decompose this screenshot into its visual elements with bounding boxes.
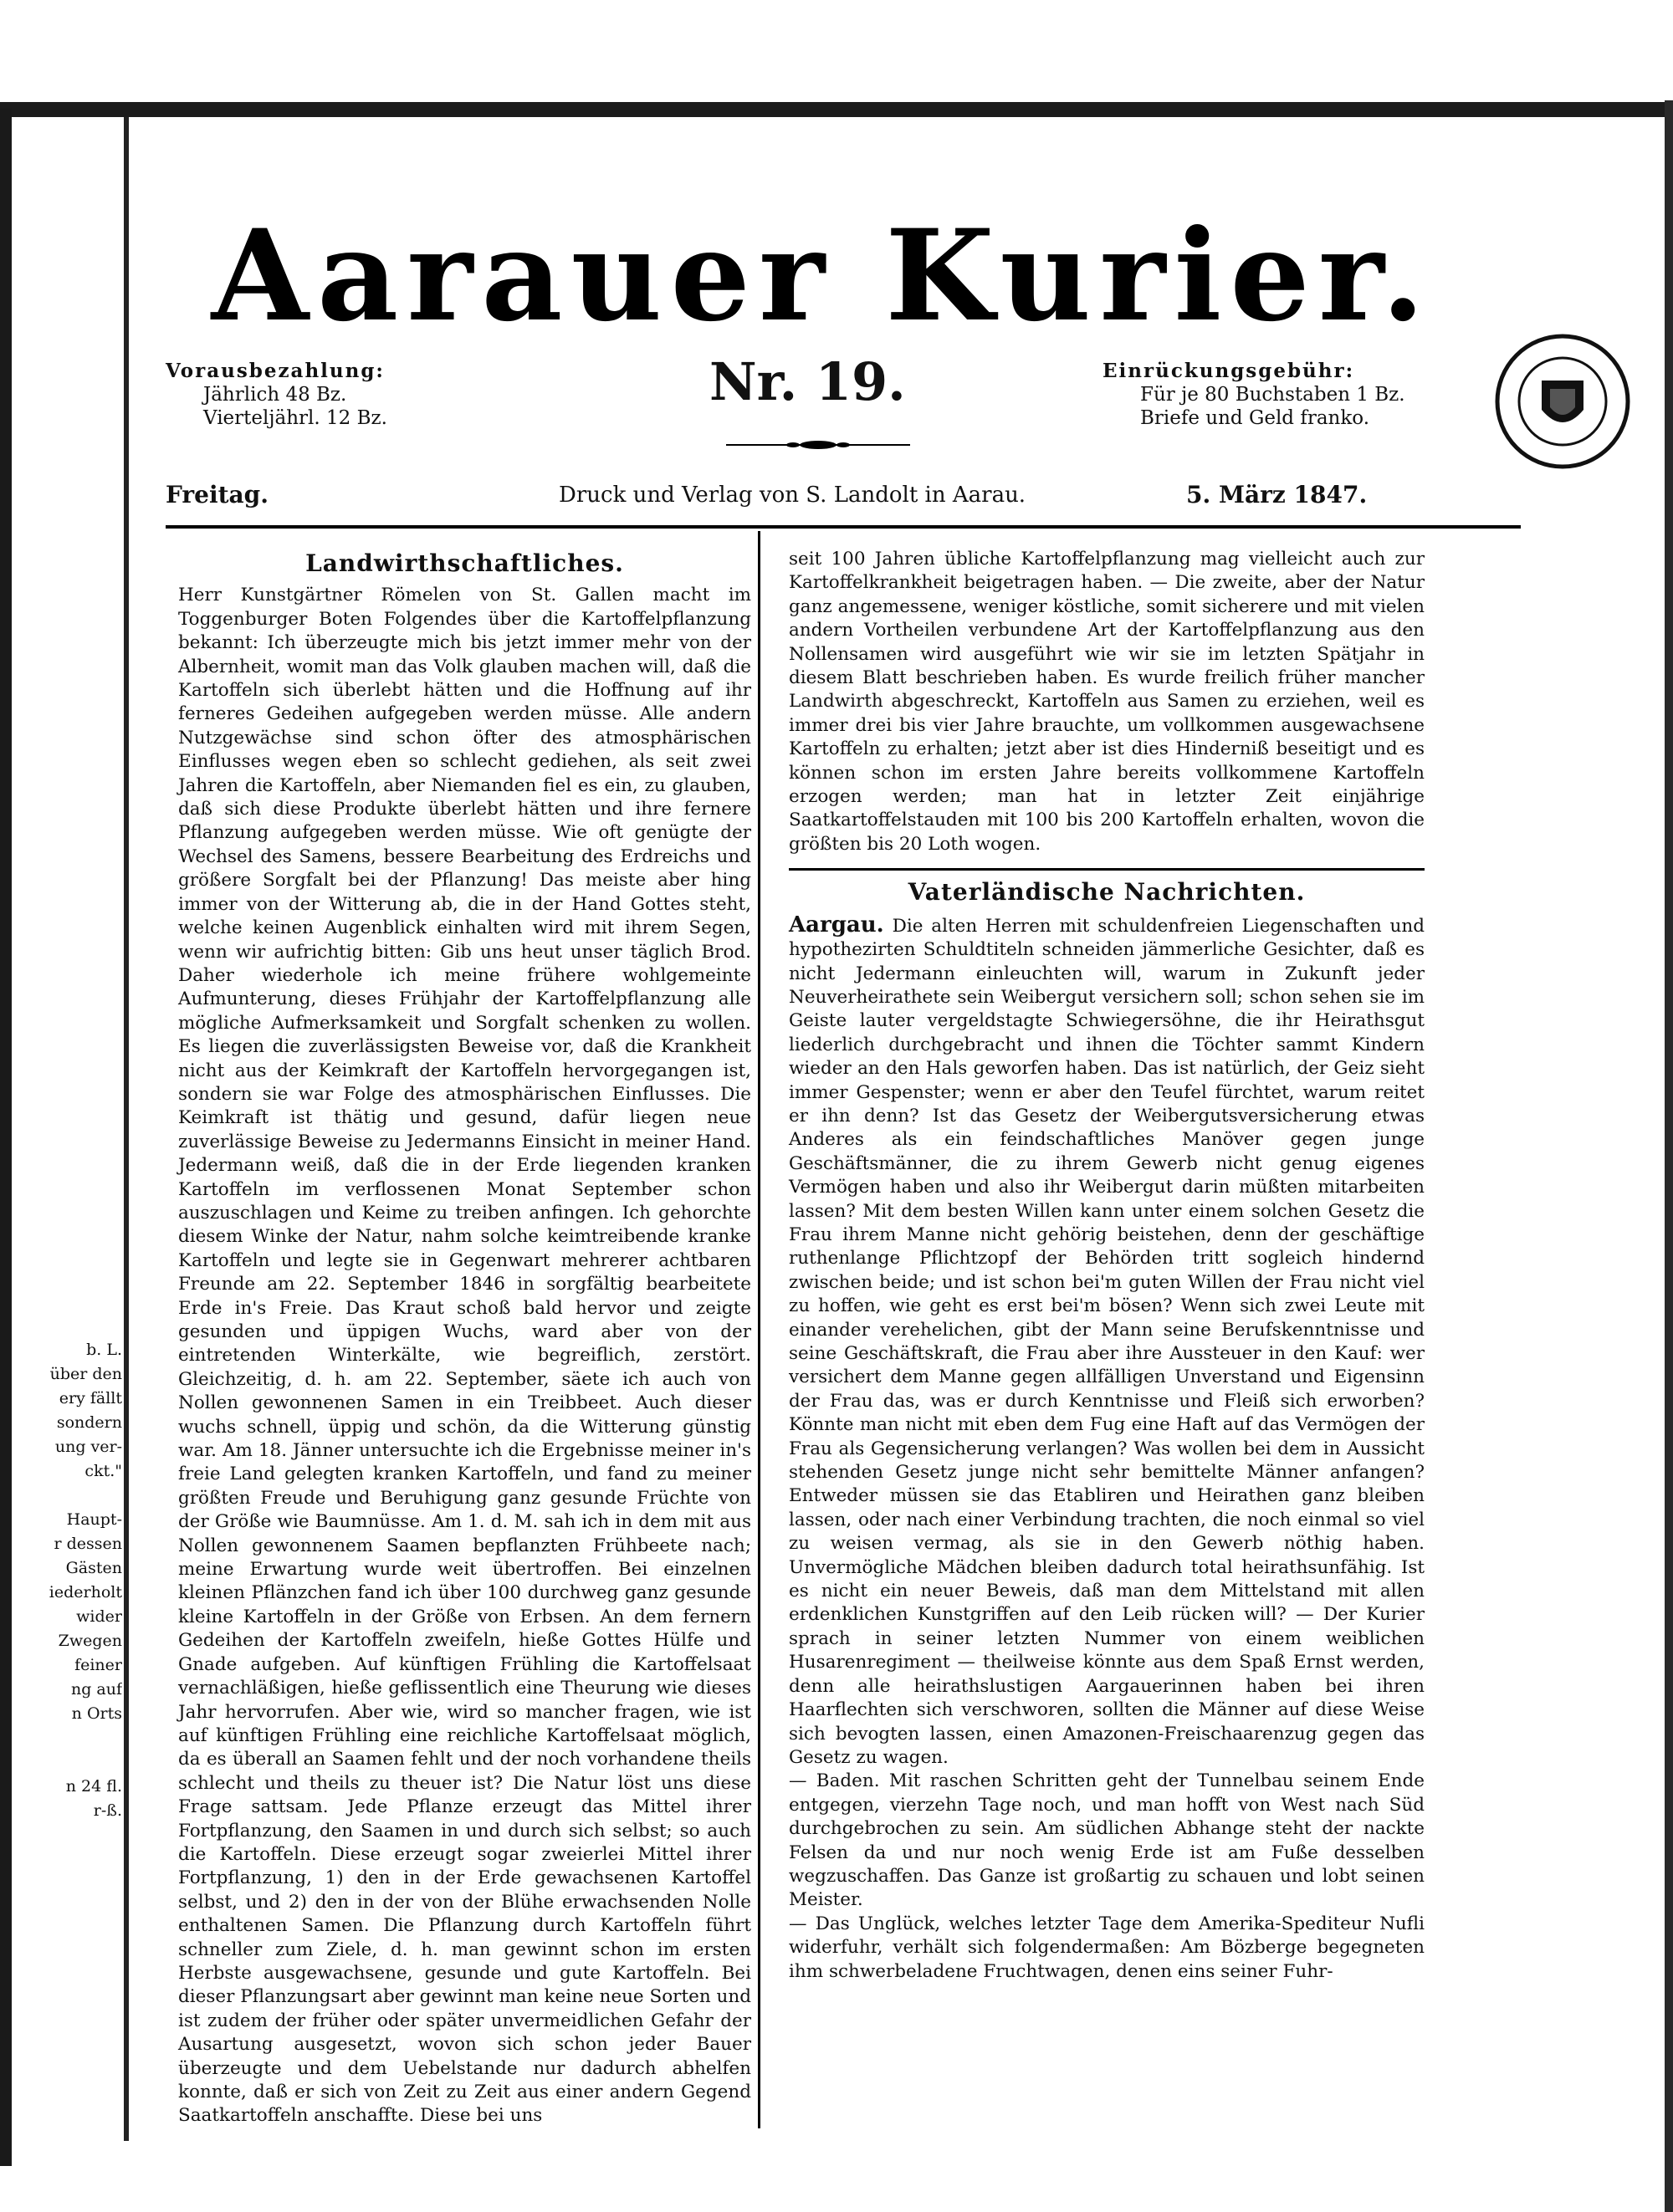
fragment-line: b. L. — [86, 1341, 122, 1359]
page-spine — [124, 117, 129, 2141]
right-column — [789, 548, 1425, 1984]
newspaper-page — [132, 138, 1663, 2162]
insertion-rate: Für je 80 Buchstaben 1 Bz. — [1140, 384, 1405, 406]
scan-shadow-top — [0, 102, 1673, 117]
weekday: Freitag. — [166, 481, 269, 508]
previous-page-fragment — [12, 1338, 122, 1823]
subscription-yearly: Jährlich 48 Bz. — [203, 384, 347, 406]
fragment-line: wider — [76, 1607, 122, 1626]
fragment-line — [12, 1484, 122, 1508]
fragment-line: Haupt- — [66, 1510, 122, 1529]
insertion-fee-info — [1103, 360, 1405, 430]
baden-article: — Baden. Mit raschen Schritten geht der Tunnelbau seinem Ende entgegen, vierzehn Tage noch, und man hofft von West nach Süd durchgebrochen zu sein. Am südlichen Abhange steht der nackte Felsen da und nur noch wenig Erde ist am Fuße desselben wegzuschaffen. Das Ganze ist großartig zu schauen und lobt seinen Meister. — [789, 1770, 1425, 1911]
fragment-line: n Orts — [71, 1704, 122, 1723]
column-divider — [758, 531, 760, 2128]
masthead-title: Aarauer Kurier. — [211, 202, 1434, 350]
library-stamp-icon — [1491, 330, 1634, 473]
issue-number: Nr. 19. — [709, 351, 906, 412]
fragment-line: n 24 fl. — [65, 1777, 122, 1796]
accident-article: — Das Unglück, welches letzter Tage dem Amerika-Spediteur Nufli widerfuhr, verhält sich folgendermaßen: Am Bözberge begegneten ihm schwerbeladene Fruchtwagen, denen eins seiner Fuhr- — [789, 1913, 1425, 1982]
subscription-info — [166, 360, 387, 430]
aargau-text: Die alten Herren mit schuldenfreien Liegenschaften und hypothezirten Schuldtiteln schneiden jämmerliche Gesichter, daß es nicht Jedermann einleuchten will, warum in Zukunft jeder Neuverheirathete sein Weibergut versichern soll; schon sehen sie im Geiste lauter vergeldstagte Schwiegersöhne, die ihr Heirathsgut liederlich durchgebracht und ihnen die Töchter sammt Kindern wieder an den Hals geworfen haben. Das ist natürlich, der Geiz sieht immer Gespenster; wenn er aber den Teufel fürchtet, warum reitet er ihn denn? Ist das Gesetz der Weibergutsversicherung etwas Anderes als ein feindschaftliches Manöver gegen junge Geschäftsmänner, die zu ihrem Gewerb nicht genug eigenes Vermögen haben und also ihr Weibergut darin müßten mitarbeiten lassen? Mit dem besten Willen kann unter einem solchen Gesetz die Frau ihrem Manne nicht gehörig beistehen, denn der geschäftige ruthenlange Pflichtzopf der Behörden tritt sogleich hindernd zwischen beide; und ist schon bei'm guten Willen der Frau nicht viel zu hoffen, wie geht es erst bei'm bösen? Wenn sich zwei Leute mit einander verehelichen, gibt der Mann seine Berufskenntnisse und seine Geschäftskraft, die Frau aber ihre Aussteuer in den Kauf: wer versichert dem Manne gegen allfälligen Unverstand und Eigensinn der Frau das, was er durch Kenntnisse und Fleiß sich erworben? Könnte man nicht mit eben dem Fug eine Haft auf das Vermögen der Frau als Gegensicherung verlangen? Was wollen bei dem in Aussicht stehenden Gesetz junge nicht sehr bemittelte Männer anfangen? Entweder müssen sie das Etabliren und Heirathen ganz bleiben lassen, oder nach einer Verbindung trachten, die noch einmal so viel zu weisen vermag, als sie in den Gewerb nöthig haben. Unvermögliche Mädchen bleiben dadurch total heirathsunfähig. Ist es nicht ein neuer Beweis, daß man dem Mittelstand mit allen erdenklichen Kunstgriffen auf den Leib rücken will? — Der Kurier sprach in seiner letzten Nummer von einem weiblichen Husarenregiment — theilweise könnte aus dem Spaß Ernst werden, denn alle heirathslustigen Aargauerinnen haben bei ihren Haarflechten sich verschworen, sollten die Männer auf diese Weise sich bevogten lassen, einen Amazonen-Freischaarenzug gegen das Gesetz zu wagen. — [789, 915, 1425, 1768]
fragment-line: sondern — [56, 1413, 122, 1432]
subscription-label: Vorausbezahlung: — [166, 360, 385, 382]
fragment-line: ng auf — [70, 1680, 122, 1699]
issue-date: 5. März 1847. — [1186, 481, 1368, 508]
left-column — [178, 549, 751, 2128]
masthead-rule — [166, 525, 1521, 529]
scan-shadow-right — [1665, 100, 1673, 2212]
fragment-line — [12, 1750, 122, 1775]
agriculture-article-continued: seit 100 Jahren übliche Kartoffelpflanzung mag vielleicht auch zur Kartoffelkrankheit beigetragen haben. — Die zweite, aber der Natur ganz angemessene, weniger köstliche, somit sicherere und mit vielen andern Vortheilen verbundene Art der Kartoffelpflanzung aus den Nollensamen wird ausgeführt wie wir sie im letzten Spätjahr in diesem Blatt beschrieben haben. Es wurde freilich früher mancher Landwirth abgeschreckt, Kartoffeln aus Samen zu erziehen, weil es immer drei bis vier Jahre brauchte, um vollkommen ausgewachsene Kartoffeln zu erhalten; jetzt aber ist dies Hinderniß beseitigt und es können schon im ersten Jahre bereits vollkommene Kartoffeln erzogen werden; man hat in letzter Zeit einjährige Saatkartoffelstauden mit 100 bis 200 Kartoffeln erhalten, wovon die größten bis 20 Loth wogen. — [789, 549, 1425, 855]
scan-shadow-left — [0, 109, 12, 2166]
subscription-quarterly: Vierteljährl. 12 Bz. — [203, 407, 387, 429]
fragment-line: r-ß. — [93, 1801, 122, 1820]
dateline — [166, 481, 1504, 514]
imprint: Druck und Verlag von S. Landolt in Aarau. — [559, 483, 1026, 508]
ornament-rule-icon — [726, 439, 910, 451]
fragment-line: über den — [49, 1365, 122, 1383]
fragment-line: ery fällt — [59, 1389, 122, 1407]
fragment-line: ung ver- — [54, 1438, 122, 1456]
fragment-line: ckt." — [84, 1462, 122, 1480]
fragment-line: iederholt — [49, 1583, 122, 1602]
fragment-line: feiner — [74, 1656, 122, 1674]
fragment-line: Zwegen — [58, 1632, 122, 1650]
aargau-article — [789, 913, 1425, 1770]
insertion-postage: Briefe und Geld franko. — [1140, 407, 1370, 429]
section-heading-agriculture: Landwirthschaftliches. — [305, 549, 624, 577]
section-rule — [789, 868, 1425, 871]
section-heading-national-news: Vaterländische Nachrichten. — [908, 878, 1306, 907]
fragment-line: r dessen — [54, 1535, 122, 1553]
agriculture-article: Herr Kunstgärtner Römelen von St. Gallen macht im Toggenburger Boten Folgendes über die Kartoffelpflanzung bekannt: Ich überzeugte mich bis jetzt immer mehr von der Albernheit, womit man das Volk glauben machen will, daß die Kartoffeln sich überlebt hätten und die Hoffnung auf ihr ferneres Gedeihen aufgegeben werden müsse. Alle andern Nutzgewächse sind schon öfter des atmosphärischen Einflusses wegen eben so schlecht gediehen, als seit zwei Jahren die Kartoffeln, aber Niemanden fiel es ein, zu glauben, daß sich diese Produkte überlebt hätten und ihre fernere Pflanzung aufgegeben werden müsse. Wie oft genügte der Wechsel des Samens, bessere Bearbeitung des Erdreichs und größere Sorgfalt bei der Pflanzung! Das meiste aber hing immer von der Witterung ab, die in der Hand Gottes steht, welche keinen Augenblick einhalten wird mit ihrem Segen, wenn wir aufrichtig bitten: Gib uns heut unser täglich Brod. Daher wiederhole ich meine frühere wohlgemeinte Aufmunterung, dieses Frühjahr der Kartoffelpflanzung alle mögliche Aufmerksamkeit und Sorgfalt schenken zu wollen. Es liegen die zuverlässigsten Beweise vor, daß die Krankheit nicht aus der Keimkraft der Kartoffeln hervorgegangen ist, sondern sie war Folge des atmosphärischen Einflusses. Die Keimkraft ist thätig und gesund, dafür liegen neue zuverlässige Beweise zu Jedermanns Einsicht in meiner Hand. Jedermann weiß, daß die in der Erde liegenden kranken Kartoffeln im verflossenen Monat September schon auszuschlagen und Keime zu treiben anfingen. Ich gehorchte diesem Winke der Natur, nahm solche keimtreibende kranke Kartoffeln und legte sie in Gegenwart mehrerer achtbaren Freunde am 22. September 1846 in sorgfältig bearbeitete Erde in's Freie. Das Kraut schoß bald hervor und zeigte gesunden und üppigen Wuchs, ward aber von der eintretenden Winterkälte, wie begreiflich, zerstört. Gleichzeitig, d. h. am 22. September, säete ich auch von Nollen gewonnenen Samen in ein Treibbeet. Auch dieser wuchs schnell, üppig und schön, da die Witterung günstig war. Am 18. Jänner untersuchte ich die Ergebnisse meiner in's freie Land gelegten kranken Kartoffeln, und fand zu meiner größten Freude und Beruhigung ganz gesunde Früchte von der Größe wie Baumnüsse. Am 1. d. M. sah ich in dem mit aus Nollen gewonnenem Saamen bepflanzten Frühbeete nach; meine Erwartung wurde weit übertroffen. Bei einzelnen kleinen Pflänzchen fand ich über 100 durchweg ganz gesunde kleine Kartoffeln in der Größe von Erbsen. An dem fernern Gedeihen der Kartoffeln zweifeln, hieße Gottes Hülfe und Gnade aufgeben. Auf künftigen Frühling die Kartoffelsaat vernachläßigen, hieße geflissentlich eine Theurung wie dieses Jahr hervorrufen. Aber wie, wird so mancher fragen, wie ist auf künftigen Frühling eine reichliche Kartoffelsaat möglich, da es überall an Saamen fehlt und der noch vorhandene theils schlecht und theils zu theuer ist? Die Natur löst uns diese Frage sattsam. Jede Pflanze erzeugt das Mittel ihrer Fortpflanzung, den Saamen in und durch sich selbst; so auch die Kartoffeln. Diese erzeugt sogar zweierlei Mittel ihrer Fortpflanzung, 1) den in der Erde gewachsenen Kartoffel selbst, und 2) den in der von der Blühe erwachsenden Nolle enthaltenen Samen. Die Pflanzung durch Kartoffeln führt schneller zum Ziele, d. h. man gewinnt schon im ersten Herbste ausgewachsene, gesunde und gute Kartoffeln. Bei dieser Pflanzungsart aber gewinnt man keine neue Sorten und ist zudem der früher oder später unvermeidlichen Gefahr der Ausartung ausgesetzt, wovon sich schon jeder Bauer überzeugte und dem Uebelstande nur dadurch abhelfen konnte, daß er sich von Zeit zu Zeit aus einer andern Gegend Saatkartoffeln anschaffte. Diese bei uns — [178, 585, 751, 2127]
insertion-label: Einrückungsgebühr: — [1103, 360, 1355, 382]
aargau-label: Aargau. — [789, 912, 884, 937]
fragment-line — [12, 1726, 122, 1750]
fragment-line: Gästen — [65, 1559, 122, 1577]
